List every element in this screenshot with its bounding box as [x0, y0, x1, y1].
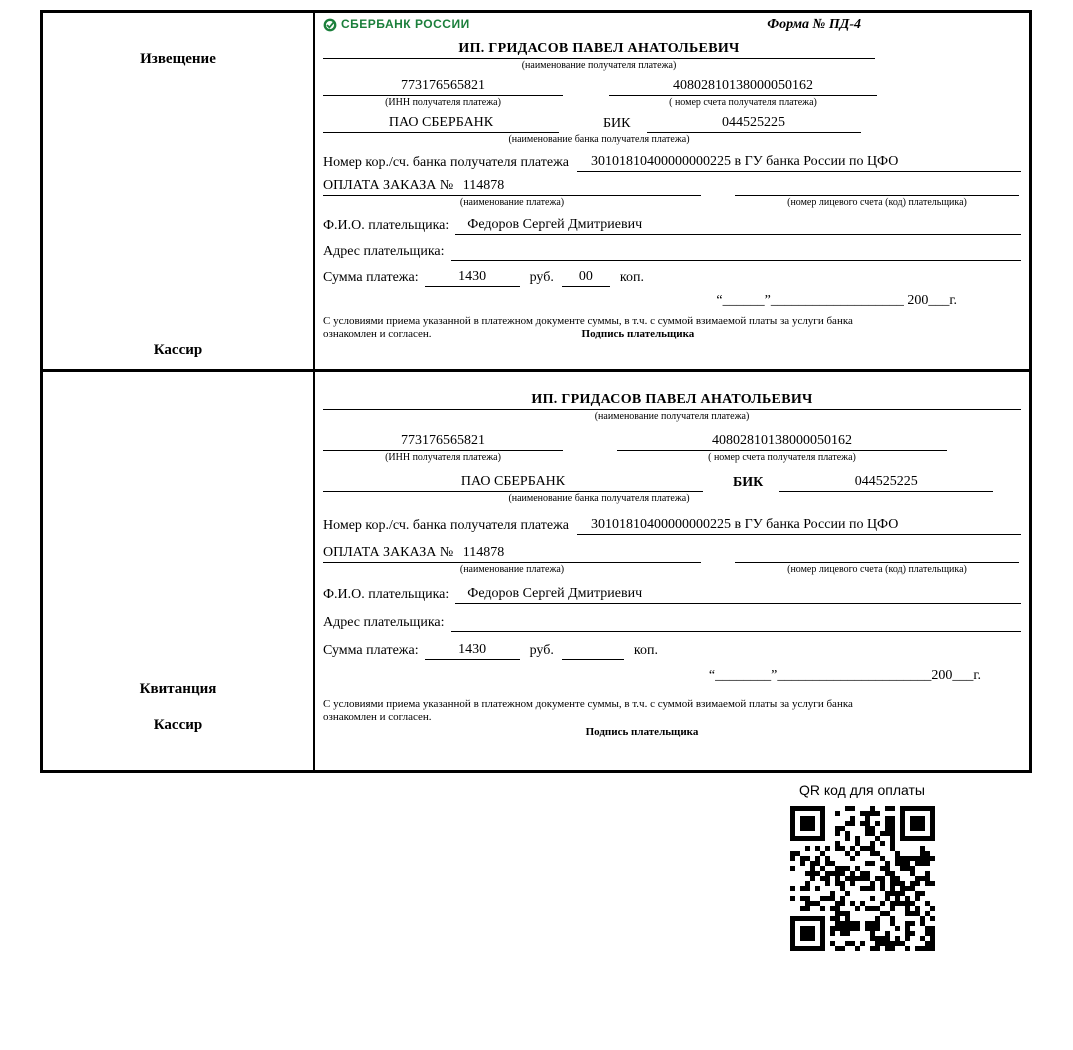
bank-caption: (наименование банка получателя платежа) [508, 493, 690, 504]
recipient-caption: (наименование получателя платежа) [594, 411, 750, 422]
payer-signature-label: Подпись плательщика [581, 328, 695, 340]
notice-side-label: Извещение [140, 51, 216, 67]
payment-form [40, 10, 1032, 773]
agreement-text-line2: ознакомлен и согласен. [323, 711, 432, 723]
bank-name: ПАО СБЕРБАНК [323, 474, 703, 492]
payer-signature-label: Подпись плательщика [585, 726, 699, 738]
agreement-text-line1: С условиями приема указанной в платежном документе суммы, в т.ч. с суммой взимаемой платы за услуги банка [323, 315, 853, 327]
personal-account-blank [735, 178, 1019, 196]
receipt-body [315, 372, 1029, 770]
inn-caption: (ИНН получателя платежа) [385, 452, 501, 463]
recipient-caption: (наименование получателя платежа) [521, 60, 677, 71]
rub-label: руб. [529, 643, 554, 658]
qr-code [790, 806, 935, 951]
corr-account-label: Номер кор./сч. банка получателя платежа [323, 518, 569, 533]
bik-value: 044525225 [647, 115, 861, 133]
inn-value: 773176565821 [323, 433, 563, 451]
date-line: “______”___________________ 200___г. [716, 293, 957, 308]
bik-value: 044525225 [779, 474, 993, 492]
sberbank-logo-icon [323, 18, 337, 32]
payer-name-value: Федоров Сергей Дмитриевич [455, 586, 1021, 604]
bik-label: БИК [603, 116, 631, 131]
recipient-name: ИП. ГРИДАСОВ ПАВЕЛ АНАТОЛЬЕВИЧ [323, 41, 875, 59]
bank-name: ПАО СБЕРБАНК [323, 115, 559, 133]
payment-caption: (наименование платежа) [459, 197, 565, 208]
form-number: Форма № ПД-4 [767, 17, 861, 32]
recipient-name: ИП. ГРИДАСОВ ПАВЕЛ АНАТОЛЬЕВИЧ [323, 392, 1021, 410]
agreement-text-line2: ознакомлен и согласен. [323, 328, 432, 340]
corr-account-value: 30101810400000000225 в ГУ банка России по ЦФО [577, 517, 1021, 535]
payment-caption: (наименование платежа) [459, 564, 565, 575]
rub-label: руб. [529, 270, 554, 285]
kop-label: коп. [633, 643, 658, 658]
amount-kop-value: 00 [562, 269, 610, 287]
receipt-side-label: Квитанция [139, 681, 217, 697]
amount-label: Сумма платежа: [323, 643, 419, 658]
payment-purpose [323, 545, 701, 563]
payer-address-label: Адрес плательщика: [323, 244, 445, 259]
corr-account-label: Номер кор./сч. банка получателя платежа [323, 155, 569, 170]
personal-account-caption: (номер лицевого счета (код) плательщика) [787, 197, 967, 208]
account-value: 40802810138000050162 [609, 78, 877, 96]
date-line: “________”______________________200___г. [708, 668, 981, 683]
payer-address-label: Адрес плательщика: [323, 615, 445, 630]
payer-name-value: Федоров Сергей Дмитриевич [455, 217, 1021, 235]
notice-left-column [43, 13, 315, 369]
personal-account-blank [735, 545, 1019, 563]
payment-purpose [323, 178, 701, 196]
payment-purpose-label: ОПЛАТА ЗАКАЗА № [323, 545, 454, 560]
qr-label: QR код для оплаты [798, 782, 925, 798]
inn-caption: (ИНН получателя платежа) [385, 97, 501, 108]
receipt-cashier-label: Кассир [153, 717, 203, 733]
notice-cashier-label: Кассир [153, 342, 203, 358]
account-caption: ( номер счета получателя платежа) [669, 97, 817, 108]
section-notice [43, 13, 1029, 372]
receipt-left-column [43, 372, 315, 770]
payment-order-number: 114878 [462, 545, 505, 560]
section-receipt [43, 372, 1029, 770]
inn-value: 773176565821 [323, 78, 563, 96]
amount-kop-value [562, 642, 624, 660]
agreement-text-line1: С условиями приема указанной в платежном документе суммы, в т.ч. с суммой взимаемой платы за услуги банка [323, 698, 853, 710]
account-caption: ( номер счета получателя платежа) [708, 452, 856, 463]
kop-label: коп. [619, 270, 644, 285]
sberbank-logo [323, 17, 470, 33]
payer-name-label: Ф.И.О. плательщика: [323, 218, 450, 233]
bank-caption: (наименование банка получателя платежа) [508, 134, 690, 145]
bik-label: БИК [733, 475, 764, 490]
corr-account-value: 30101810400000000225 в ГУ банка России по ЦФО [577, 154, 1021, 172]
payer-address-value [451, 243, 1021, 261]
payer-address-value [451, 614, 1021, 632]
notice-body [315, 13, 1029, 369]
amount-rub-value: 1430 [425, 642, 520, 660]
personal-account-caption: (номер лицевого счета (код) плательщика) [787, 564, 967, 575]
qr-block [786, 782, 938, 956]
amount-label: Сумма платежа: [323, 270, 419, 285]
account-value: 40802810138000050162 [617, 433, 947, 451]
sberbank-logo-text: СБЕРБАНК РОССИИ [341, 17, 470, 31]
payer-name-label: Ф.И.О. плательщика: [323, 587, 450, 602]
qr-code-image [790, 806, 935, 951]
payment-purpose-label: ОПЛАТА ЗАКАЗА № [323, 178, 454, 193]
amount-rub-value: 1430 [425, 269, 520, 287]
payment-order-number: 114878 [462, 178, 505, 193]
